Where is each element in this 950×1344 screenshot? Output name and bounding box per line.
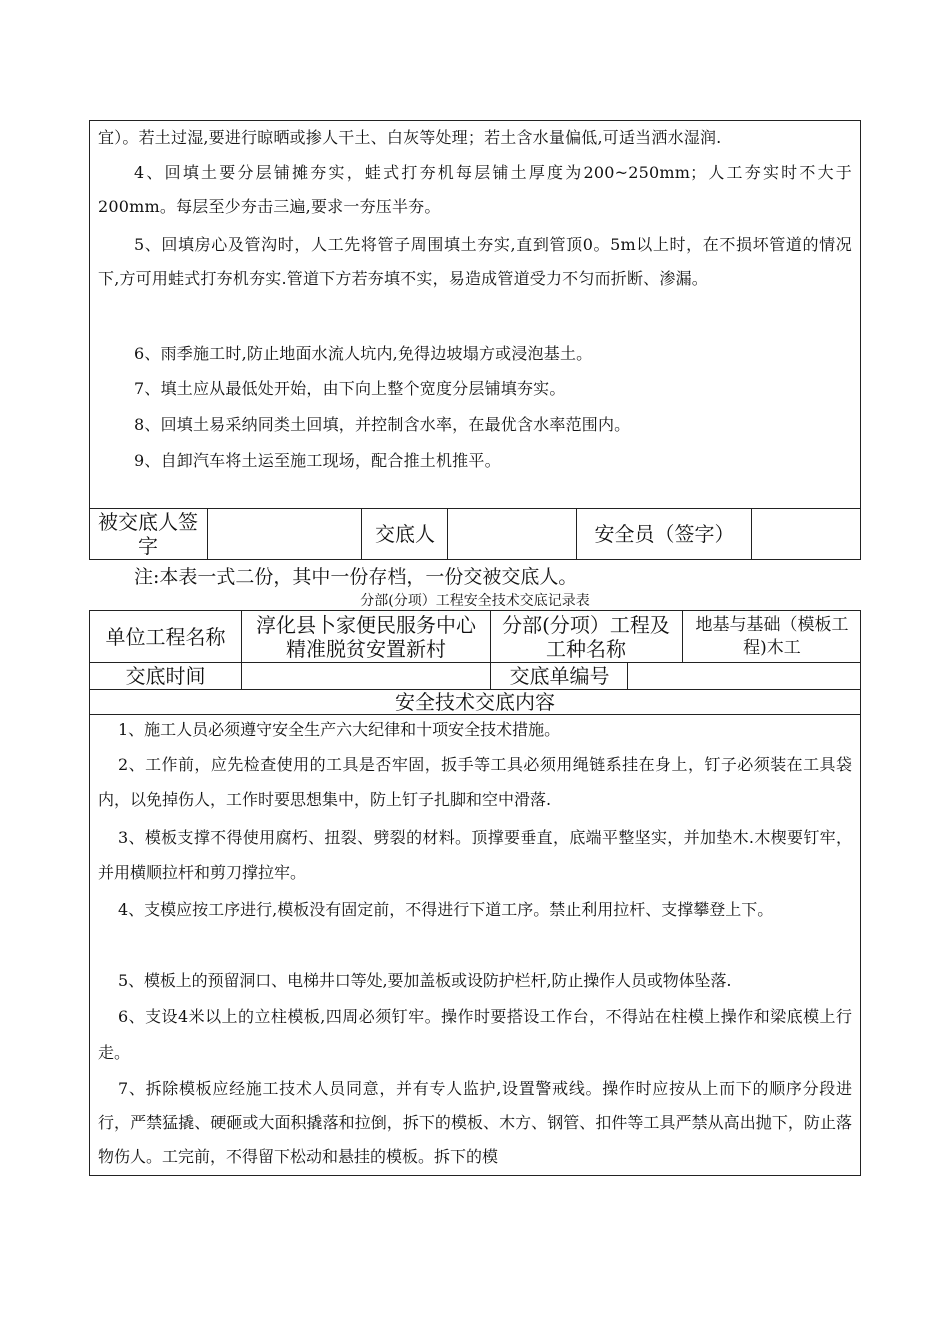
content-title: 安全技术交底内容 — [395, 690, 555, 714]
form-paragraph-2: 3、模板支撑不得使用腐朽、扭裂、劈裂的材料。顶撑要垂直，底端平整坚实，并加垫木.木楔要钉牢，并用横顺拉杆和剪刀撑拉牢。 — [98, 828, 852, 882]
receiver-signature-field[interactable] — [209, 510, 359, 558]
top-paragraph-4: 7、填土应从最低处开始，由下向上整个宽度分层铺填夯实。 — [134, 379, 566, 398]
safety-officer-label: 安全员（签字） — [594, 522, 735, 546]
form-paragraph-4: 5、模板上的预留洞口、电梯井口等处,要加盖板或设防护栏杆,防止操作人员或物体坠落. — [118, 971, 732, 990]
disclosure-number-label: 交底单编号 — [509, 664, 610, 688]
discloser-label: 交底人 — [375, 522, 435, 546]
top-paragraph-5: 8、回填土易采纳同类土回填，并控制含水率，在最优含水率范围内。 — [134, 415, 631, 434]
top-paragraph-1: 4、回填土要分层铺摊夯实，蛙式打夯机每层铺土厚度为200~250mm；人工夯实时不大于200mm。每层至少夯击三遍,要求一夯压半夯。 — [98, 163, 852, 216]
form-paragraph-0: 1、施工人员必须遵守安全生产六大纪律和十项安全技术措施。 — [118, 720, 561, 739]
sig-sep-1 — [207, 508, 208, 560]
form-title: 分部(分项）工程安全技术交底记录表 — [360, 593, 590, 609]
form-paragraph-5: 6、支设4米以上的立柱模板,四周必须钉牢。操作时要搭设工作台，不得站在柱模上操作和梁底模上行走。 — [98, 1007, 852, 1062]
discloser-signature-field[interactable] — [449, 510, 574, 558]
top-paragraph-3: 6、雨季施工时,防止地面水流人坑内,免得边坡塌方或浸泡基土。 — [134, 344, 593, 363]
row2-sep-1 — [490, 662, 491, 689]
row1-sep-1 — [241, 610, 242, 689]
sig-sep-4 — [576, 508, 577, 560]
form-paragraph-6: 7、拆除模板应经施工技术人员同意，并有专人监护,设置警戒线。操作时应按从上而下的顺序分段进行，严禁猛撬、硬砸或大面积撬落和拉倒，拆下的模板、木方、钢管、扣件等工具严禁从高出抛下，防止落物伤人。工完前，不得留下松动和悬挂的模板。拆下的模 — [98, 1079, 852, 1166]
safety-officer-signature-field[interactable] — [753, 510, 859, 558]
form-paragraph-3: 4、支模应按工序进行,模板没有固定前，不得进行下道工序。禁止利用拉杆、支撑攀登上下。 — [118, 900, 774, 919]
disclosure-number-field[interactable] — [629, 663, 859, 689]
sig-sep-5 — [751, 508, 752, 560]
row1-sep-2 — [490, 610, 491, 662]
top-paragraph-2: 5、回填房心及管沟时，人工先将管子周围填土夯实,直到管顶0。5m以上时，在不损坏管道的情况下,方可用蛙式打夯机夯实.管道下方若夯填不实，易造成管道受力不匀而折断、渗漏。 — [98, 235, 852, 288]
unit-project-value: 淳化县卜家便民服务中心精准脱贫安置新村 — [256, 612, 476, 661]
disclosure-time-field[interactable] — [243, 663, 488, 689]
sub-project-value: 地基与基础（模板工程)木工 — [695, 614, 849, 658]
top-paragraph-0: 宜）。若土过湿,要进行晾晒或掺人干土、白灰等处理；若土含水量偏低,可适当洒水湿润. — [98, 128, 722, 147]
form-paragraph-1: 2、工作前，应先检查使用的工具是否牢固，扳手等工具必须用绳链系挂在身上，钉子必须装在工具袋内，以免掉伤人，工作时要思想集中，防上钉子扎脚和空中滑落. — [98, 755, 852, 809]
note-text: 注:本表一式二份，其中一份存档，一份交被交底人。 — [134, 566, 578, 588]
sub-project-label: 分部(分项）工程及工种名称 — [502, 612, 670, 661]
top-paragraph-6: 9、自卸汽车将土运至施工现场，配合推土机推平。 — [134, 451, 501, 470]
row1-sep-3 — [682, 610, 683, 662]
unit-project-label: 单位工程名称 — [105, 624, 226, 649]
sig-sep-2 — [361, 508, 362, 560]
row2-sep-2 — [627, 662, 628, 689]
receiver-signature-label: 被交底人签字 — [98, 510, 198, 558]
sig-sep-3 — [447, 508, 448, 560]
disclosure-time-label: 交底时间 — [125, 664, 206, 688]
